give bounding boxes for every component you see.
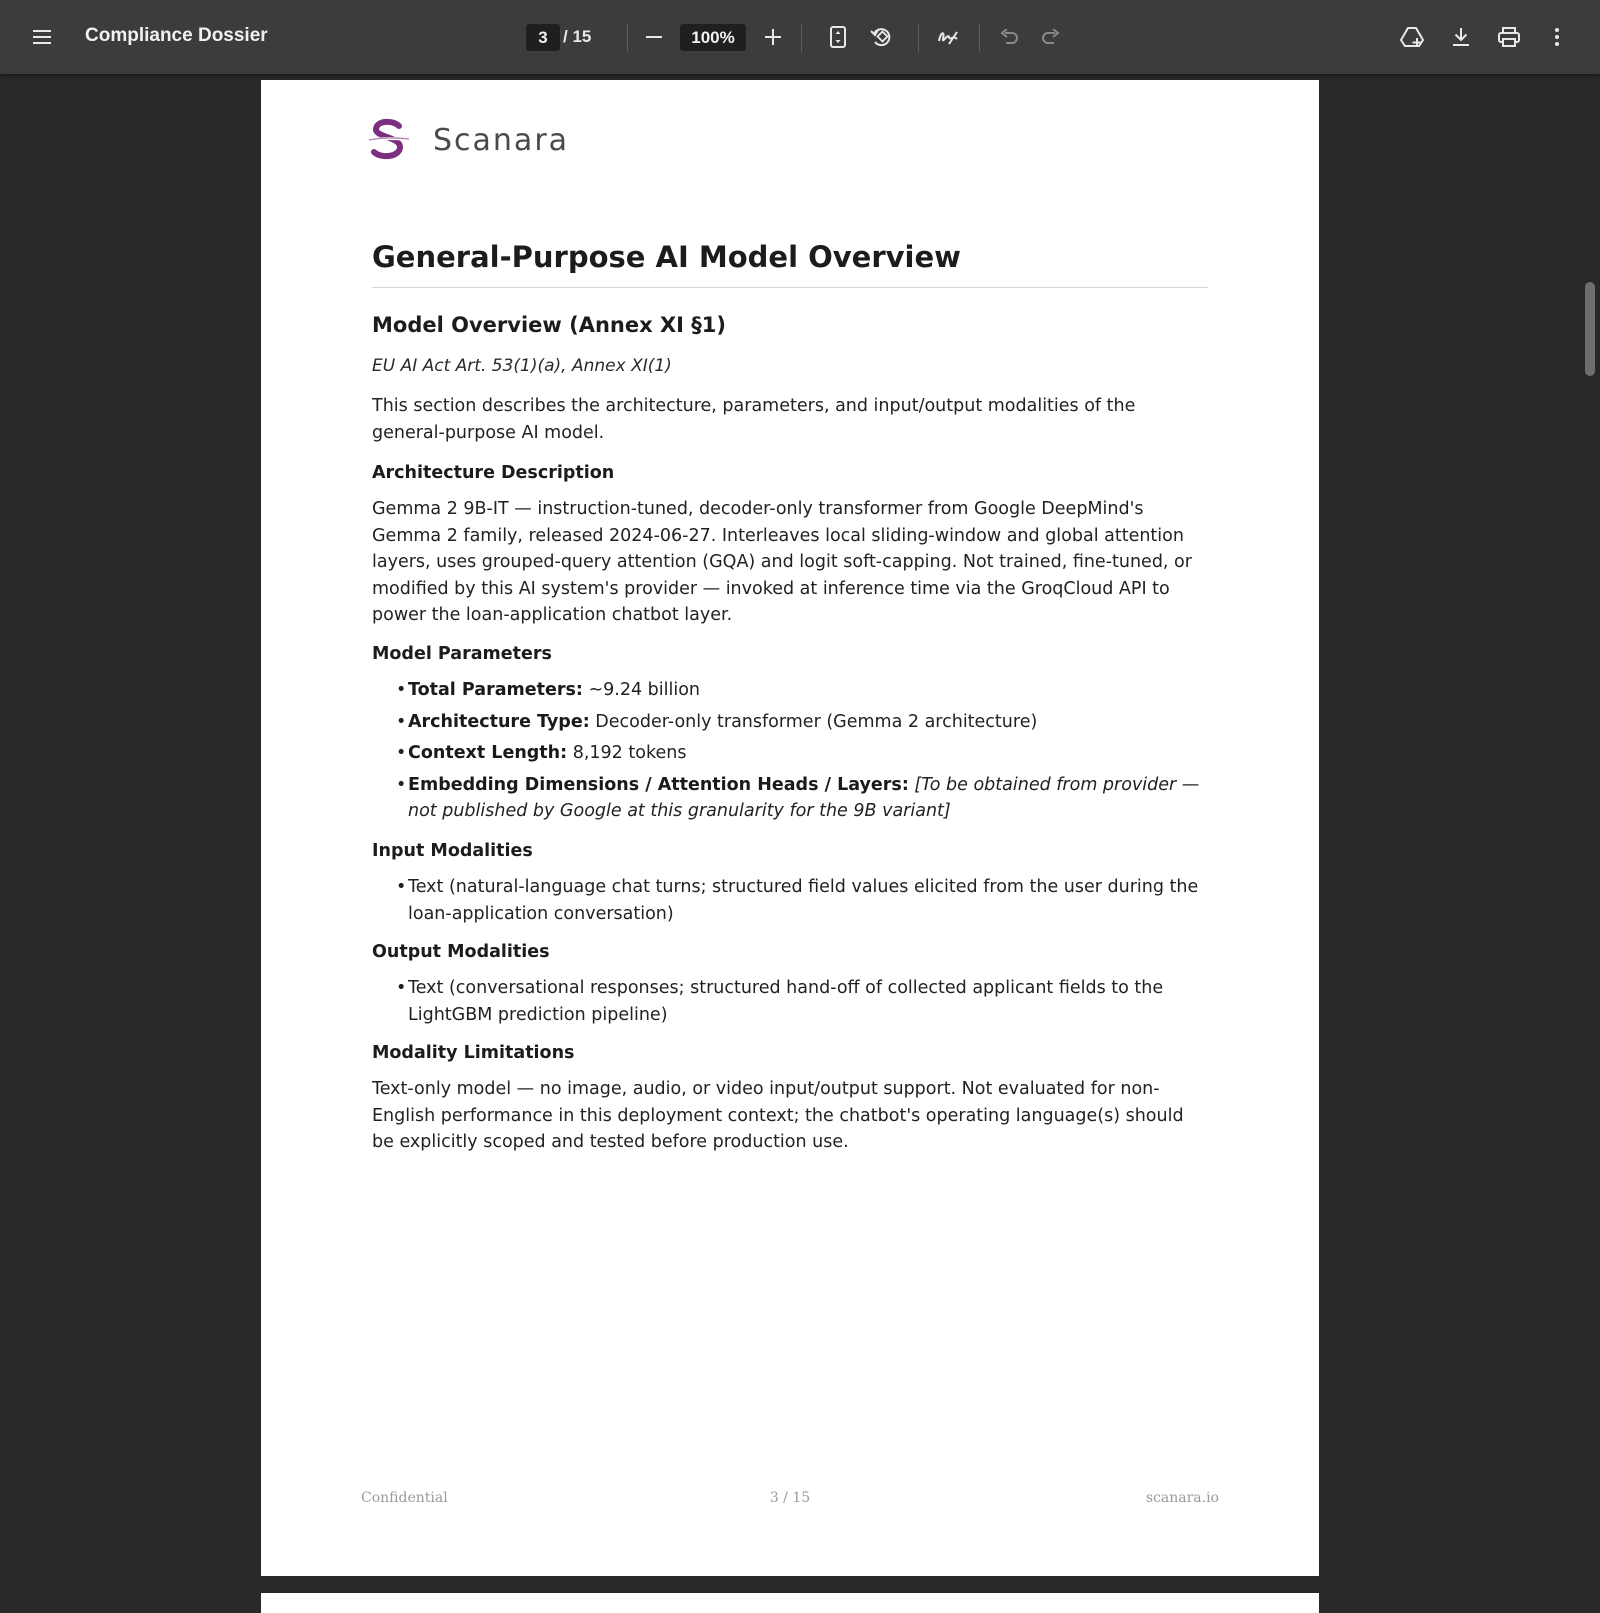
footer-right: scanara.io bbox=[1145, 1490, 1219, 1506]
list-item: • Context Length: 8,192 tokens bbox=[396, 743, 687, 763]
next-pdf-page bbox=[261, 1593, 1319, 1613]
list-item: • Text (natural-language chat turns; structured field values elicited from the user during the loan-application conversation) bbox=[396, 877, 1199, 924]
input-modalities-title: Input Modalities bbox=[372, 841, 533, 861]
list-item: • Architecture Type: Decoder-only transformer (Gemma 2 architecture) bbox=[396, 711, 1038, 732]
toolbar-divider bbox=[627, 24, 628, 52]
page-heading: General-Purpose AI Model Overview bbox=[372, 240, 961, 274]
limitations-text: Text-only model — no image, audio, or video input/output support. Not evaluated for non-English performance in this deployment context; the chatbot's operating language(s) should be explicitly scoped and tested before production use. bbox=[372, 1079, 1184, 1152]
architecture-text: Gemma 2 9B-IT — instruction-tuned, decoder-only transformer from Google DeepMind's Gemma 2 family, released 2024-06-27. Interleaves local sliding-window and global attention layers, uses grouped-query attention (GQA) and logit soft-capping. Not trained, fine-tuned, or modified by this AI system's provider — invoked at inference time via the GroqCloud API to power the loan-application chatbot layer. bbox=[372, 499, 1192, 625]
zoom-in-icon[interactable] bbox=[755, 19, 791, 55]
section-title: Model Overview (Annex XI §1) bbox=[372, 313, 726, 337]
input-modalities-list bbox=[372, 874, 1208, 932]
footer-page-number: 3 / 15 bbox=[769, 1490, 811, 1506]
regulation-reference: EU AI Act Art. 53(1)(a), Annex XI(1) bbox=[372, 356, 672, 376]
architecture-title: Architecture Description bbox=[372, 463, 615, 483]
undo-icon[interactable] bbox=[991, 19, 1027, 55]
output-modalities-title: Output Modalities bbox=[372, 942, 550, 962]
rotate-icon[interactable] bbox=[863, 19, 899, 55]
scanara-logo-icon bbox=[367, 118, 411, 162]
zoom-out-icon[interactable] bbox=[636, 19, 672, 55]
parameters-title: Model Parameters bbox=[372, 644, 552, 664]
scanara-logo bbox=[367, 118, 569, 162]
heading-rule bbox=[372, 287, 1208, 288]
limitations-title: Modality Limitations bbox=[372, 1043, 575, 1063]
list-item: • Text (conversational responses; structured hand-off of collected applicant fields to the LightGBM prediction pipeline) bbox=[396, 978, 1164, 1025]
footer-left: Confidential bbox=[361, 1490, 448, 1506]
parameters-list bbox=[372, 677, 1208, 830]
list-item: • Embedding Dimensions / Attention Heads / Layers: [To be obtained from provider — not published by Google at this granularity for the 9B variant] bbox=[396, 774, 1200, 821]
fit-page-icon[interactable] bbox=[820, 19, 856, 55]
more-icon[interactable] bbox=[1539, 19, 1575, 55]
output-modalities-list bbox=[372, 975, 1208, 1033]
zoom-input[interactable] bbox=[680, 24, 746, 51]
logo-text: Scanara bbox=[433, 122, 570, 158]
menu-icon[interactable] bbox=[24, 19, 60, 55]
annotate-icon[interactable] bbox=[930, 19, 966, 55]
redo-icon[interactable] bbox=[1033, 19, 1069, 55]
toolbar-divider bbox=[979, 24, 980, 52]
page-number-input[interactable] bbox=[526, 24, 560, 51]
pdf-page bbox=[261, 80, 1319, 1576]
download-icon[interactable] bbox=[1443, 19, 1479, 55]
drive-icon[interactable] bbox=[1395, 19, 1431, 55]
scrollbar-thumb[interactable] bbox=[1585, 282, 1595, 376]
pdf-toolbar bbox=[0, 0, 1600, 74]
print-icon[interactable] bbox=[1491, 19, 1527, 55]
list-item: • Total Parameters: ~9.24 billion bbox=[396, 680, 701, 700]
intro-paragraph: This section describes the architecture, parameters, and input/output modalities of the general-purpose AI model. bbox=[372, 396, 1136, 443]
toolbar-divider bbox=[918, 24, 919, 52]
document-title: Compliance Dossier bbox=[85, 25, 268, 46]
page-total: / 15 bbox=[563, 27, 592, 46]
toolbar-divider bbox=[801, 24, 802, 52]
